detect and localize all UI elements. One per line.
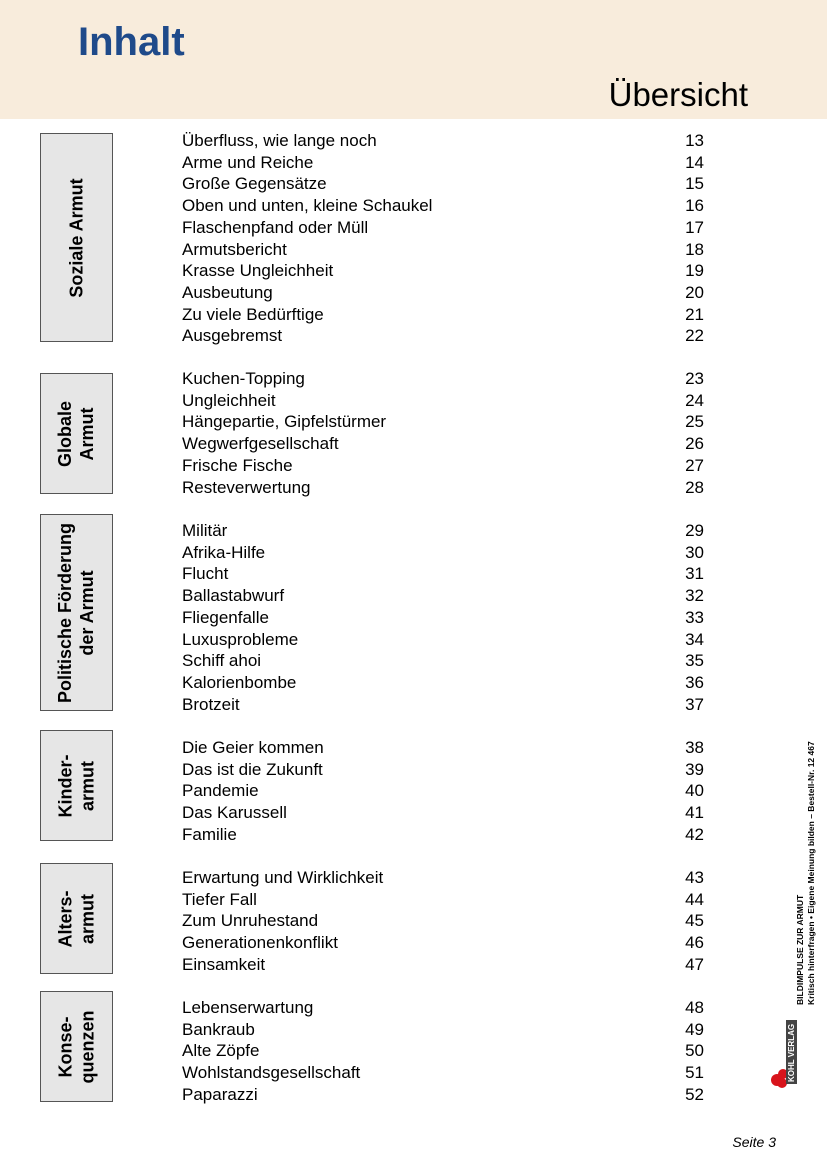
toc-entry-title: Das Karussell (182, 803, 287, 823)
toc-entry-title: Bankraub (182, 1019, 255, 1039)
toc-entry-title: Schiff ahoi (182, 651, 262, 671)
toc-entry-title: Arme und Reiche (182, 152, 314, 172)
toc-entry (182, 954, 704, 976)
toc-entry-title: Brotzeit (182, 694, 240, 714)
toc-entry (182, 1062, 704, 1084)
section-label-box (40, 863, 113, 974)
toc-entry-title: Familie (182, 824, 237, 844)
toc-entry (182, 433, 704, 455)
section-label: Politische Förderung der Armut (55, 522, 98, 703)
toc-entry-title: Tiefer Fall (182, 889, 257, 909)
toc-entry-page: 40 (685, 781, 704, 801)
toc-entry-page: 31 (685, 564, 704, 584)
toc-entry (182, 889, 704, 911)
toc-entry (182, 1084, 704, 1106)
toc-entry-title: Krasse Ungleichheit (182, 261, 334, 281)
toc-entry (182, 1019, 704, 1041)
toc-entry (182, 563, 704, 585)
toc-entry-title: Oben und unten, kleine Schaukel (182, 196, 433, 216)
page-number: Seite 3 (732, 1134, 776, 1150)
toc-entry-title: Pandemie (182, 781, 259, 801)
toc-entry-title: Resteverwertung (182, 477, 311, 497)
section-label-box (40, 373, 113, 494)
toc-entry-page: 51 (685, 1063, 704, 1083)
toc-entry-title: Flucht (182, 564, 229, 584)
toc-entry-page: 27 (685, 455, 704, 475)
section-label: Soziale Armut (66, 177, 87, 298)
toc-entry-title: Generationenkonflikt (182, 933, 338, 953)
series-title: BILDIMPULSE ZUR ARMUT (795, 894, 805, 1005)
toc-entry-title: Das ist die Zukunft (182, 759, 323, 779)
side-publication-info (795, 685, 817, 1005)
toc-entry (182, 867, 704, 889)
publisher-logo-icon (768, 1016, 800, 1092)
toc-entry-page: 17 (685, 217, 704, 237)
toc-entry (182, 607, 704, 629)
toc-entry (182, 325, 704, 347)
toc-entry (182, 650, 704, 672)
toc-entry (182, 542, 704, 564)
toc-entry-page: 16 (685, 196, 704, 216)
toc-entry (182, 130, 704, 152)
toc-entry-page: 41 (685, 803, 704, 823)
toc-entry (182, 282, 704, 304)
toc-entry (182, 520, 704, 542)
toc-entry-title: Luxusprobleme (182, 629, 299, 649)
toc-entry-page: 44 (685, 889, 704, 909)
toc-entry-page: 32 (685, 586, 704, 606)
page-subtitle: Übersicht (608, 76, 748, 113)
toc-entry-title: Fliegenfalle (182, 607, 269, 627)
toc-entry-title: Frische Fische (182, 455, 293, 475)
section-label-box (40, 730, 113, 841)
toc-entry (182, 694, 704, 716)
toc-entry (182, 910, 704, 932)
toc-entry (182, 368, 704, 390)
toc-entry-page: 48 (685, 998, 704, 1017)
toc-entry (182, 390, 704, 412)
toc-entry-page: 34 (685, 629, 704, 649)
toc-entry (182, 737, 704, 759)
toc-entry-page: 37 (685, 694, 704, 714)
toc-entry (182, 260, 704, 282)
toc-entry-page: 42 (685, 824, 704, 844)
toc-entry (182, 304, 704, 326)
toc-entry-title: Paparazzi (182, 1084, 258, 1104)
toc-entry-page: 24 (685, 390, 704, 410)
toc-entry (182, 629, 704, 651)
toc-entry-page: 50 (685, 1041, 704, 1061)
section-label: Alters- armut (55, 889, 98, 948)
toc-entry-title: Erwartung und Wirklichkeit (182, 868, 384, 887)
toc-entry-title: Wohlstandsgesellschaft (182, 1063, 361, 1083)
section-label: Kinder- armut (55, 754, 98, 817)
toc-entry (182, 195, 704, 217)
toc-entry (182, 585, 704, 607)
toc-entry-page: 23 (685, 369, 704, 388)
toc-entry (182, 759, 704, 781)
toc-entry-page: 29 (685, 521, 704, 540)
toc-entry-title: Kuchen-Topping (182, 369, 305, 388)
toc-entry-page: 14 (685, 152, 704, 172)
toc-entry (182, 239, 704, 261)
toc-entry-page: 25 (685, 412, 704, 432)
toc-entry-page: 22 (685, 326, 704, 346)
toc-entry-title: Überfluss, wie lange noch (182, 131, 377, 150)
page-title: Inhalt (78, 20, 185, 64)
toc-entry (182, 411, 704, 433)
toc-entry-page: 52 (685, 1084, 704, 1104)
section-label: Globale Armut (55, 400, 98, 467)
toc-entry (182, 1040, 704, 1062)
toc-entry (182, 997, 704, 1019)
toc-entry-title: Hängepartie, Gipfelstürmer (182, 412, 387, 432)
toc-entry (182, 802, 704, 824)
toc-entry-title: Ballastabwurf (182, 586, 285, 606)
toc-entry-page: 35 (685, 651, 704, 671)
toc-entry-page: 38 (685, 738, 704, 757)
toc-entry-title: Armutsbericht (182, 239, 287, 259)
toc-entry (182, 455, 704, 477)
toc-entry-page: 28 (685, 477, 704, 497)
toc-entry-title: Ausbeutung (182, 282, 273, 302)
toc-entry-title: Die Geier kommen (182, 738, 324, 757)
toc-entry-title: Zum Unruhestand (182, 911, 319, 931)
toc-entry-title: Wegwerfgesellschaft (182, 434, 339, 454)
toc-entry (182, 824, 704, 846)
toc-entry-page: 20 (685, 282, 704, 302)
toc-entry-page: 33 (685, 607, 704, 627)
toc-entry (182, 217, 704, 239)
toc-entry (182, 932, 704, 954)
toc-entry-page: 45 (685, 911, 704, 931)
toc-entry-page: 18 (685, 239, 704, 259)
toc-entry-page: 46 (685, 933, 704, 953)
toc-entry (182, 672, 704, 694)
toc-entry-title: Ausgebremst (182, 326, 283, 346)
header-band (0, 0, 827, 119)
toc-entry-page: 26 (685, 434, 704, 454)
toc-entry-page: 49 (685, 1019, 704, 1039)
section-label: Konse- quenzen (55, 1009, 98, 1084)
toc-entry-title: Zu viele Bedürftige (182, 304, 324, 324)
section-label-box (40, 514, 113, 711)
toc-entry-title: Flaschenpfand oder Müll (182, 217, 369, 237)
toc-entry-title: Alte Zöpfe (182, 1041, 260, 1061)
toc-entry (182, 477, 704, 499)
toc-entry-page: 47 (685, 954, 704, 974)
toc-entry-title: Kalorienbombe (182, 672, 297, 692)
toc-entry-page: 21 (685, 304, 704, 324)
toc-entry-title: Lebenserwartung (182, 998, 314, 1017)
toc-entry-title: Militär (182, 521, 228, 540)
toc-entry (182, 173, 704, 195)
toc-entry-page: 15 (685, 174, 704, 194)
toc-entry-title: Afrika-Hilfe (182, 542, 266, 562)
section-label-box (40, 133, 113, 342)
toc-entry-page: 30 (685, 542, 704, 562)
toc-entry-title: Ungleichheit (182, 390, 276, 410)
logo-text: KOHL VERLAG (787, 1023, 796, 1082)
toc-entry-page: 19 (685, 261, 704, 281)
toc-entry-page: 13 (685, 131, 704, 150)
toc-entry-page: 43 (685, 868, 704, 887)
toc-entry (182, 780, 704, 802)
series-subtitle: Kritisch hinterfragen • Eigene Meinung bilden – Bestell-Nr. 12 467 (806, 741, 816, 1005)
toc-entry-page: 36 (685, 672, 704, 692)
toc-entry-title: Einsamkeit (182, 954, 266, 974)
toc-entry-title: Große Gegensätze (182, 174, 327, 194)
toc-entry (182, 152, 704, 174)
section-label-box (40, 991, 113, 1102)
toc-entry-page: 39 (685, 759, 704, 779)
